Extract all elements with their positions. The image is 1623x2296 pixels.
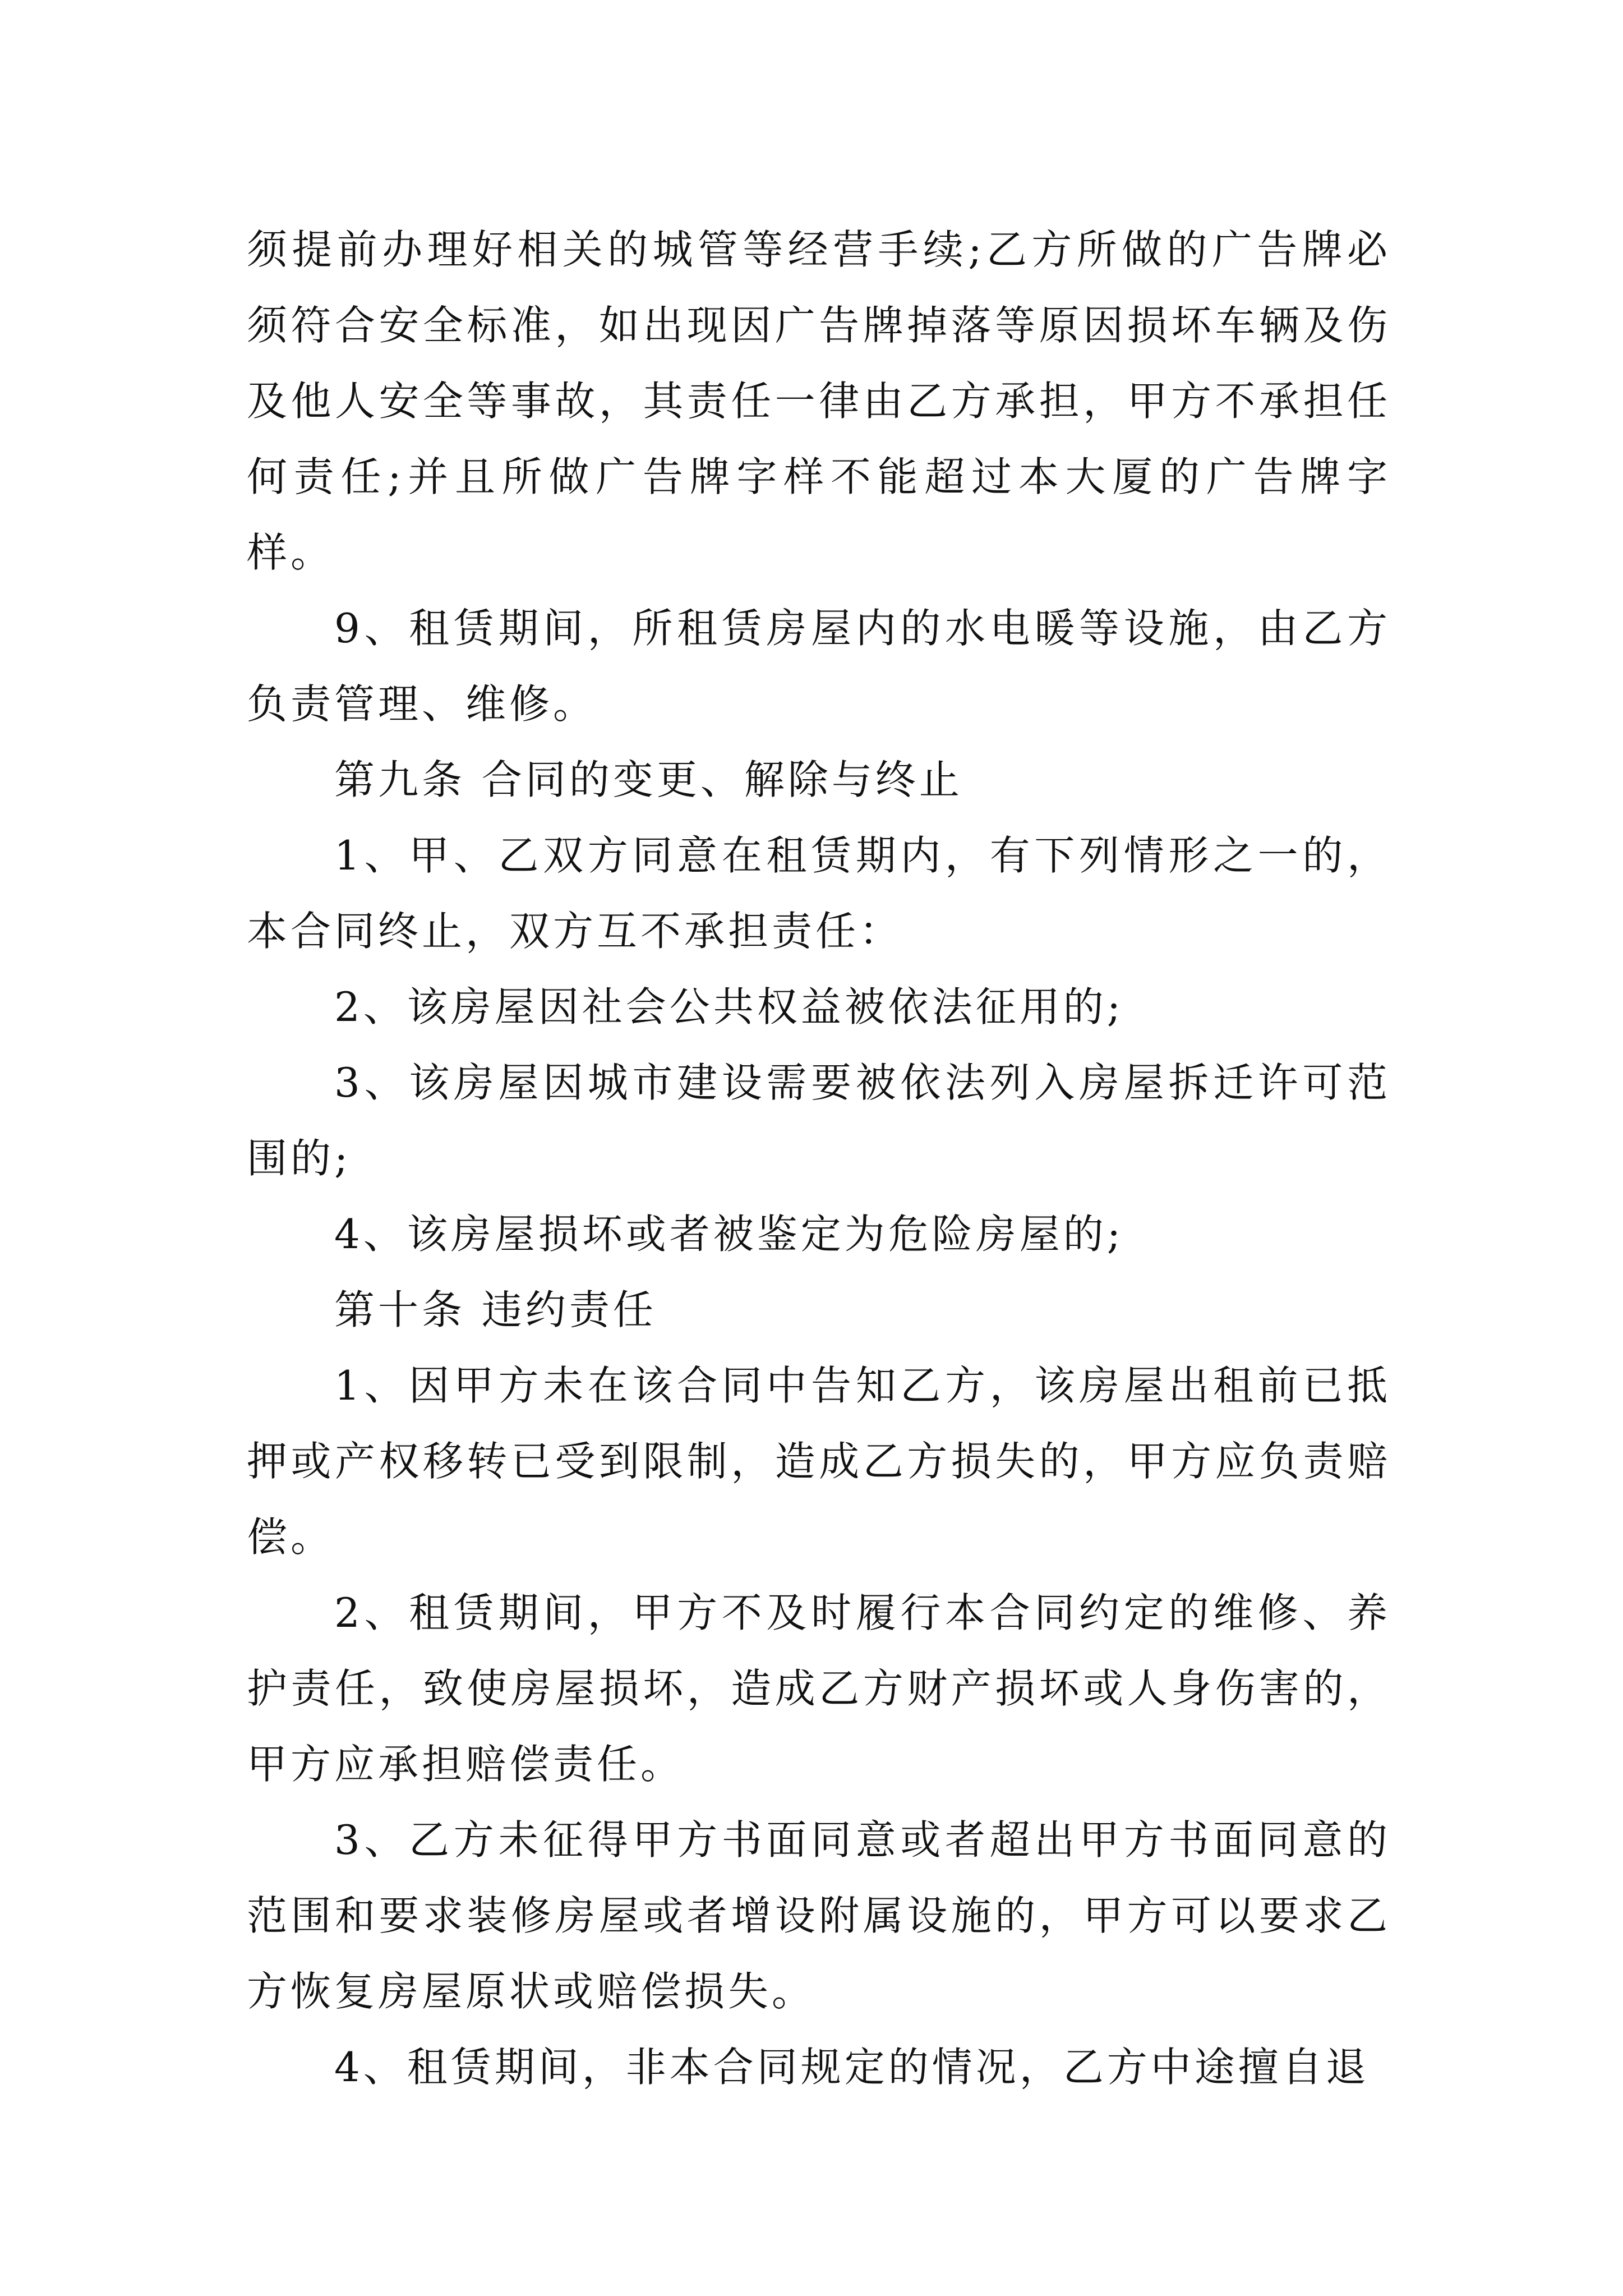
paragraph-termination-3: 3、该房屋因城市建设需要被依法列入房屋拆迁许可范围的;	[247, 1059, 1391, 1182]
paragraph-liability-1: 1、因甲方未在该合同中告知乙方，该房屋出租前已抵押或产权移转已受到限制，造成乙方损失的，甲方应负责赔偿。	[247, 1362, 1391, 1561]
paragraph-liability-4: 4、租赁期间，非本合同规定的情况，乙方中途擅自退	[334, 2044, 1370, 2091]
paragraph-clause-9: 9、租赁期间，所租赁房屋内的水电暖等设施，由乙方负责管理、维修。	[247, 605, 1391, 728]
paragraph-continued-advertising: 须提前办理好相关的城管等经营手续;乙方所做的广告牌必须符合安全标准，如出现因广告牌掉落等原因损坏车辆及伤及他人安全等事故，其责任一律由乙方承担，甲方不承担任何责任;并且所做广告牌字样不能超过本大厦的广告牌字样。	[247, 226, 1391, 576]
paragraph-termination-1: 1、甲、乙双方同意在租赁期内，有下列情形之一的，本合同终止，双方互不承担责任：	[247, 832, 1391, 955]
paragraph-liability-2: 2、租赁期间，甲方不及时履行本合同约定的维修、养护责任，致使房屋损坏，造成乙方财产损坏或人身伤害的，甲方应承担赔偿责任。	[247, 1589, 1391, 1788]
paragraph-termination-4: 4、该房屋损坏或者被鉴定为危险房屋的;	[334, 1211, 1124, 1258]
paragraph-liability-3: 3、乙方未征得甲方书面同意或者超出甲方书面同意的范围和要求装修房屋或者增设附属设施的，甲方可以要求乙方恢复房屋原状或赔偿损失。	[247, 1816, 1391, 2015]
section-heading-article-10: 第十条 违约责任	[334, 1286, 657, 1333]
paragraph-termination-2: 2、该房屋因社会公共权益被依法征用的;	[334, 983, 1124, 1030]
section-heading-article-9: 第九条 合同的变更、解除与终止	[334, 756, 963, 803]
document-body	[247, 212, 1391, 2105]
